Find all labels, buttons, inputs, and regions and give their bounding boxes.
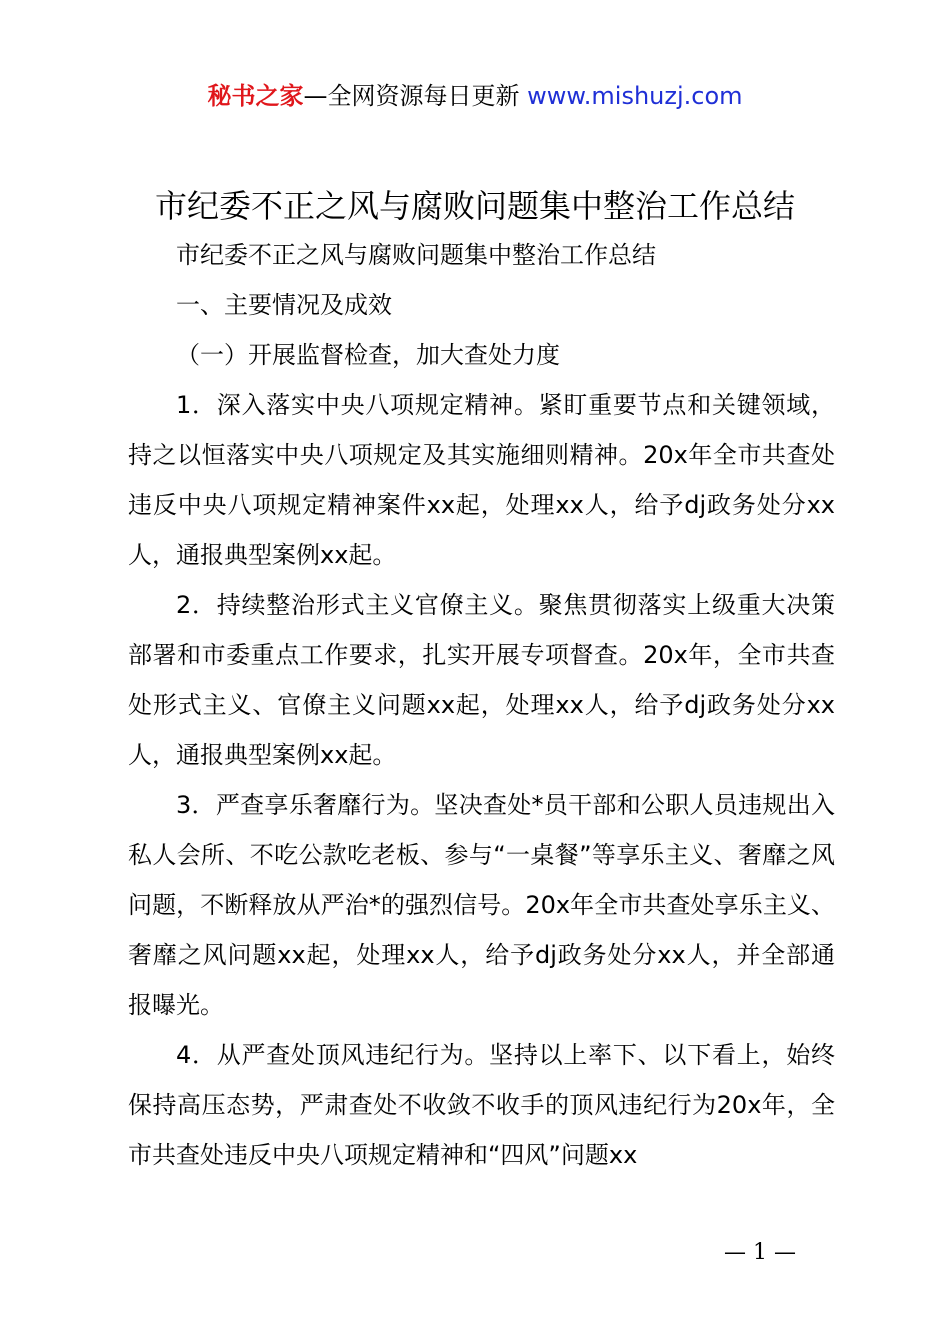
- document-title: 市纪委不正之风与腐败问题集中整治工作总结: [154, 187, 795, 225]
- paragraph-item-3: 3．严查享乐奢靡行为。坚决查处*员干部和公职人员违规出入私人会所、不吃公款吃老板、参与“一桌餐”等享乐主义、奢靡之风问题，不断释放从严治*的强烈信号。20x年全市共查处享乐主义、奢靡之风问题xx起，处理xx人，给予dj政务处分xx人，并全部通报曝光。: [128, 791, 835, 1019]
- site-url-link[interactable]: www.mishuzj.com: [527, 82, 743, 110]
- paragraph-item-2: 2．持续整治形式主义官僚主义。聚焦贯彻落实上级重大决策部署和市委重点工作要求，扎实开展专项督查。20x年，全市共查处形式主义、官僚主义问题xx起，处理xx人，给予dj政务处分xx人，通报典型案例xx起。: [128, 591, 835, 769]
- site-brand: 秘书之家: [207, 82, 304, 110]
- paragraph-item-1: 1．深入落实中央八项规定精神。紧盯重要节点和关键领域，持之以恒落实中央八项规定及其实施细则精神。20x年全市共查处违反中央八项规定精神案件xx起，处理xx人，给予dj政务处分xx人，通报典型案例xx起。: [128, 391, 835, 569]
- section-heading: 一、主要情况及成效: [176, 291, 392, 319]
- document-body: [128, 230, 835, 1180]
- site-header: [0, 78, 950, 114]
- paragraph-subtitle: 市纪委不正之风与腐败问题集中整治工作总结: [176, 241, 656, 269]
- site-tagline: —全网资源每日更新: [303, 82, 528, 110]
- page-number: — 1 —: [724, 1240, 796, 1265]
- paragraph-item-4: 4．从严查处顶风违纪行为。坚持以上率下、以下看上，始终保持高压态势，严肃查处不收敛不收手的顶风违纪行为20x年，全市共查处违反中央八项规定精神和“四风”问题xx: [128, 1041, 835, 1169]
- subsection-heading: （一）开展监督检查，加大查处力度: [176, 341, 560, 369]
